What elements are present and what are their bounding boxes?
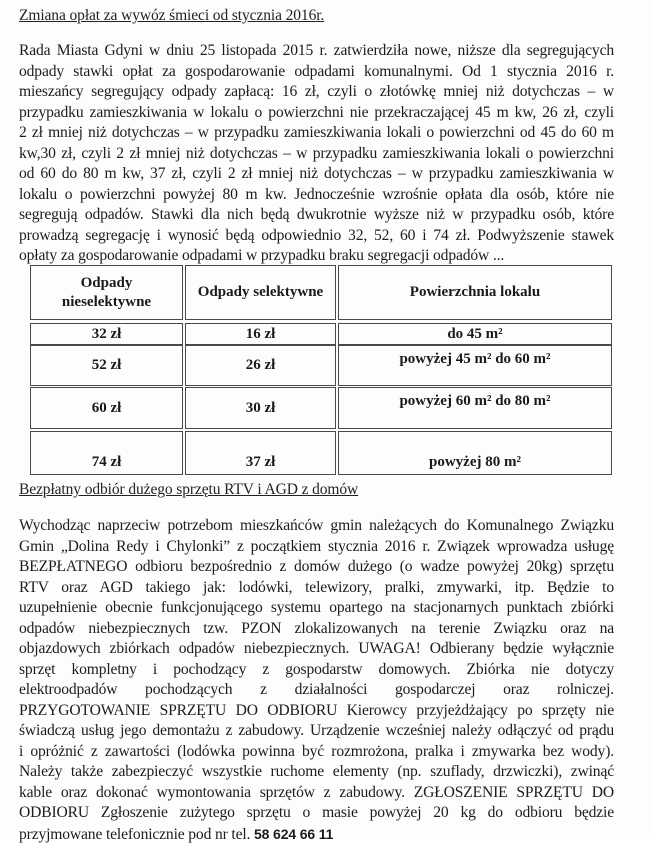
header-unsorted-waste: Odpady nieselektywne [30, 265, 183, 320]
paragraph-fee-change [19, 41, 614, 267]
text-line: objazdowych zbiórkach odpadów niebezpiecznych. UWAGA! Odbierany będzie wyłącznie [19, 640, 614, 657]
text-line: i opróżnić z zawartości (lodówka powinna być rozmrożona, pralka i zmywarka bez wody). [19, 742, 614, 760]
text-line: Gmin „Dolina Redy i Chylonki” z początkiem stycznia 2016 r. Związek wprowadza usługę [19, 537, 614, 555]
cell-unsorted-fee: 32 zł [30, 323, 183, 345]
text-line: segregują odpadów. Stawki dla nich będą dwukrotnie wyższe niż w przypadku osób, które [19, 206, 614, 223]
text-line: PRZYGOTOWANIE SPRZĘTU DO ODBIORU Kierowcy przyjeżdżający po sprzęty nie [19, 701, 614, 719]
text-line: kable oraz dokonać wymontowania sprzętów z zabudowy. ZGŁOSZENIE SPRZĘTU DO [19, 783, 614, 801]
text-line: opłaty za gospodarowanie odpadami w przypadku braku segregacji odpadów ... [19, 247, 505, 264]
text-line: przypadku zamieszkiwania w lokalu o powierzchni nie przekraczającej 45 m kw, 26 zł, czyli [19, 103, 614, 121]
table-row [30, 323, 612, 345]
text-line: świadczą usług jego demontażu z zabudowy. Urządzenie wcześniej należy odłączyć od prądu [19, 722, 614, 739]
table-row [30, 431, 612, 475]
table-row [30, 345, 612, 386]
cell-area: powyżej 45 m² do 60 m² [338, 345, 612, 386]
text-line: lokalu o powierzchni powyżej 80 m kw. Jednocześnie wzrośnie opłata dla osób, które nie [19, 185, 614, 203]
cell-sorted-fee: 26 zł [185, 345, 336, 386]
text-line: sprzęt kompletny i pochodzący z gospodarstw domowych. Zbiórka nie dotyczy [19, 660, 614, 678]
text-line: Należy także zabezpieczyć wszystkie ruchome elementy (np. szuflady, drzwiczki), zwinąć [19, 763, 614, 780]
cell-area: powyżej 60 m² do 80 m² [338, 387, 612, 429]
text-line: prowadzą segregację i wynosić będą odpowiednio 32, 52, 60 i 74 zł. Podwyższenie stawek [19, 226, 614, 244]
table-header-row [30, 265, 612, 320]
header-sorted-waste: Odpady selektywne [185, 265, 336, 320]
text-line-contact [19, 824, 614, 845]
cell-sorted-fee: 30 zł [185, 387, 336, 429]
cell-sorted-fee: 16 zł [185, 323, 336, 345]
cell-unsorted-fee: 74 zł [30, 431, 183, 475]
text-line: odpadów niebezpiecznych tzw. PZON zlokalizowanych na terenie Związku oraz na [19, 619, 614, 637]
text-line: RTV oraz AGD takiego jak: lodówki, telewizory, pralki, zmywarki, itp. Będzie to [19, 578, 614, 596]
section-title-fee-change: Zmiana opłat za wywóz śmieci od stycznia 2016r. [19, 7, 325, 24]
text-line: ODBIORU Zgłoszenie zużytego sprzętu o masie powyżej 20 kg do odbioru będzie [19, 804, 614, 821]
text-line: uzupełnienie obecnie funkcjonującego systemu opartego na stacjonarnych punktach zbiórki [19, 599, 614, 616]
text-line: BEZPŁATNEGO odbioru bezpośrednio z domów dużego (o wadze powyżej 20kg) sprzętu [19, 558, 614, 575]
text-line: odpady stawki opłat za gospodarowanie odpadami komunalnymi. Od 1 stycznia 2016 r. [19, 62, 614, 80]
contact-prefix: przyjmowane telefonicznie pod nr tel. [19, 825, 255, 843]
cell-area: powyżej 80 m² [338, 431, 612, 475]
table-row [30, 387, 612, 429]
text-line: elektroodpadów pochodzących z działalności gospodarczej oraz rolniczej. [19, 681, 614, 698]
text-line: mieszańcy segregujący odpady zapłacą: 16 zł, czyli o złotówkę mniej niż dotychczas – w [19, 83, 614, 100]
cell-sorted-fee: 37 zł [185, 431, 336, 475]
section-title-rtv-agd-pickup: Bezpłatny odbiór dużego sprzętu RTV i AGD z domów [19, 481, 359, 498]
text-line: kw,30 zł, czyli 2 zł mniej niż dotychczas – w przypadku zamieszkiwania lokali o powierzchni [19, 144, 614, 162]
text-line: Rada Miasta Gdyni w dniu 25 listopada 2015 r. zatwierdziła nowe, niższe dla segregujących [19, 42, 614, 59]
paragraph-rtv-agd-pickup [19, 516, 614, 844]
cell-area: do 45 m² [338, 323, 612, 345]
header-apartment-area: Powierzchnia lokalu [338, 265, 612, 320]
text-line: 2 zł mniej niż dotychczas – w przypadku zamieszkiwania lokali o powierzchni od 45 do 60 m [19, 124, 614, 141]
phone-number: 58 624 66 11 [254, 825, 334, 842]
cell-unsorted-fee: 60 zł [30, 387, 183, 429]
cell-unsorted-fee: 52 zł [30, 345, 183, 386]
text-line: od 60 do 80 m kw, 37 zł, czyli 2 zł mniej niż dotychczas – w przypadku zamieszkiwania w [19, 165, 614, 182]
text-line: Wychodząc naprzeciw potrzebom mieszkańców gmin należących do Komunalnego Związku [19, 517, 614, 534]
